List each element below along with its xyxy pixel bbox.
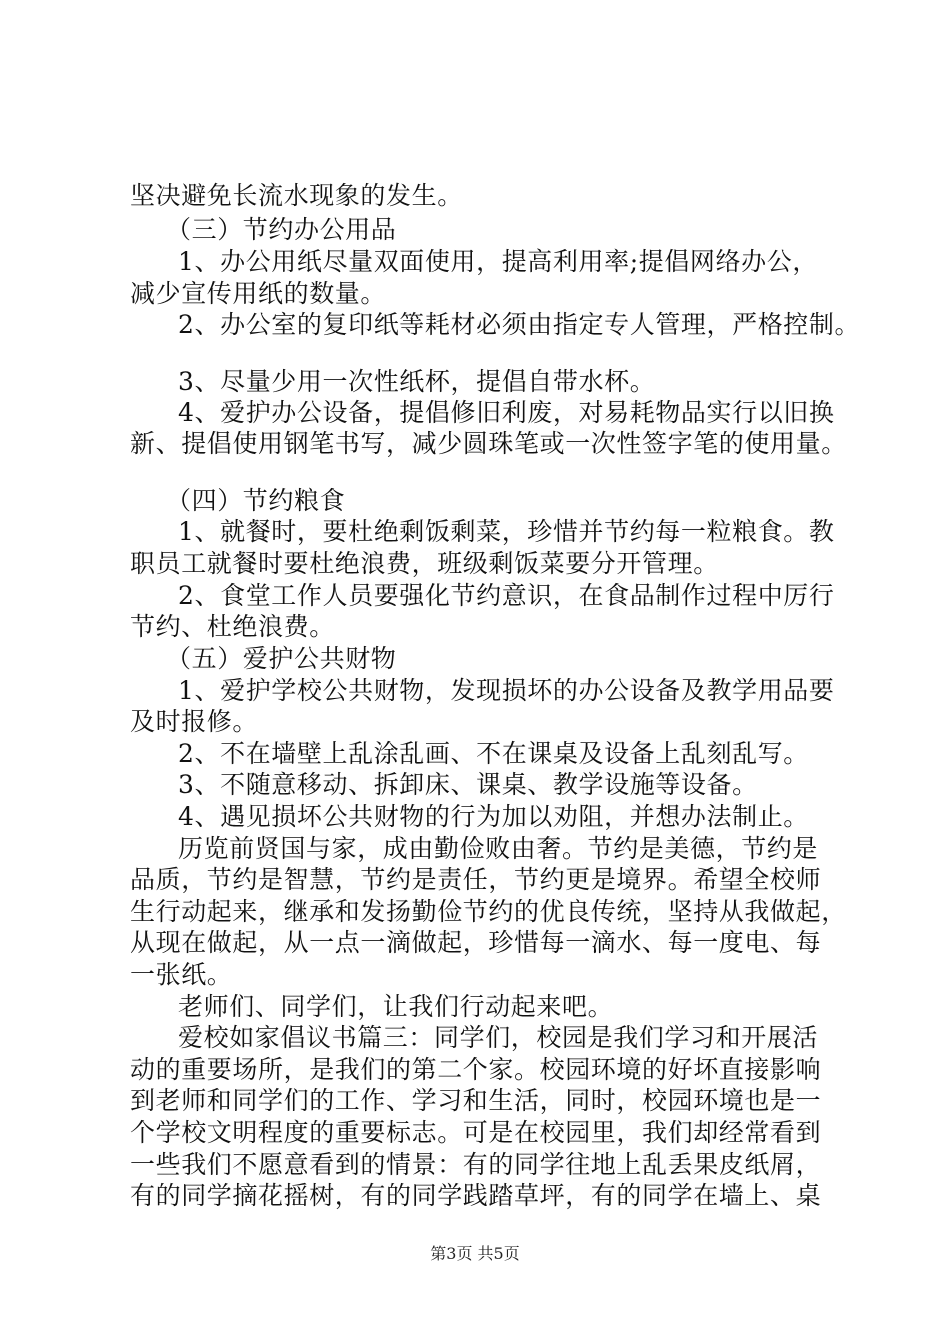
section-heading: （四）节约粮食 bbox=[166, 486, 346, 515]
section-heading: （五）爱护公共财物 bbox=[166, 644, 397, 673]
text-line: 1、就餐时，要杜绝剩饭剩菜，珍惜并节约每一粒粮食。教 bbox=[178, 517, 835, 546]
text-line: 动的重要场所，是我们的第二个家。校园环境的好坏直接影响 bbox=[130, 1055, 822, 1084]
text-line: 1、爱护学校公共财物，发现损坏的办公设备及教学用品要 bbox=[178, 676, 835, 705]
text-line: 节约、杜绝浪费。 bbox=[130, 612, 335, 641]
text-line: 2、办公室的复印纸等耗材必须由指定专人管理，严格控制。 bbox=[178, 310, 861, 339]
text-line: 一张纸。 bbox=[130, 960, 233, 989]
text-line: 个学校文明程度的重要标志。可是在校园里，我们却经常看到 bbox=[130, 1118, 822, 1147]
text-line: 一些我们不愿意看到的情景：有的同学往地上乱丢果皮纸屑， bbox=[130, 1150, 822, 1179]
text-line: 4、遇见损坏公共财物的行为加以劝阻，并想办法制止。 bbox=[178, 802, 809, 831]
text-line: 2、不在墙壁上乱涂乱画、不在课桌及设备上乱刻乱写。 bbox=[178, 739, 809, 768]
text-line: 到老师和同学们的工作、学习和生活，同时，校园环境也是一 bbox=[130, 1086, 822, 1115]
text-line: 1、办公用纸尽量双面使用，提高利用率;提倡网络办公， bbox=[178, 247, 818, 276]
text-line: 爱校如家倡议书篇三：同学们，校园是我们学习和开展活 bbox=[178, 1023, 819, 1052]
text-line: 3、尽量少用一次性纸杯，提倡自带水杯。 bbox=[178, 367, 656, 396]
text-line: 历览前贤国与家，成由勤俭败由奢。节约是美德，节约是 bbox=[178, 834, 819, 863]
text-line: 及时报修。 bbox=[130, 707, 259, 736]
text-line: 老师们、同学们，让我们行动起来吧。 bbox=[178, 992, 614, 1021]
text-line: 4、爱护办公设备，提倡修旧利废，对易耗物品实行以旧换 bbox=[178, 398, 835, 427]
text-line: 生行动起来，继承和发扬勤俭节约的优良传统，坚持从我做起， bbox=[130, 897, 847, 926]
text-line: 品质，节约是智慧，节约是责任，节约更是境界。希望全校师 bbox=[130, 865, 822, 894]
text-line: 新、提倡使用钢笔书写，减少圆珠笔或一次性签字笔的使用量。 bbox=[130, 429, 847, 458]
text-line: 职员工就餐时要杜绝浪费，班级剩饭菜要分开管理。 bbox=[130, 549, 719, 578]
section-heading: （三）节约办公用品 bbox=[166, 215, 397, 244]
text-line: 从现在做起，从一点一滴做起，珍惜每一滴水、每一度电、每 bbox=[130, 928, 822, 957]
text-line: 有的同学摘花摇树，有的同学践踏草坪，有的同学在墙上、桌 bbox=[130, 1181, 822, 1210]
text-line: 3、不随意移动、拆卸床、课桌、教学设施等设备。 bbox=[178, 770, 758, 799]
text-line: 坚决避免长流水现象的发生。 bbox=[130, 181, 463, 210]
text-line: 减少宣传用纸的数量。 bbox=[130, 279, 387, 308]
page-footer: 第3页 共5页 bbox=[430, 1244, 520, 1263]
text-line: 2、食堂工作人员要强化节约意识，在食品制作过程中厉行 bbox=[178, 581, 835, 610]
